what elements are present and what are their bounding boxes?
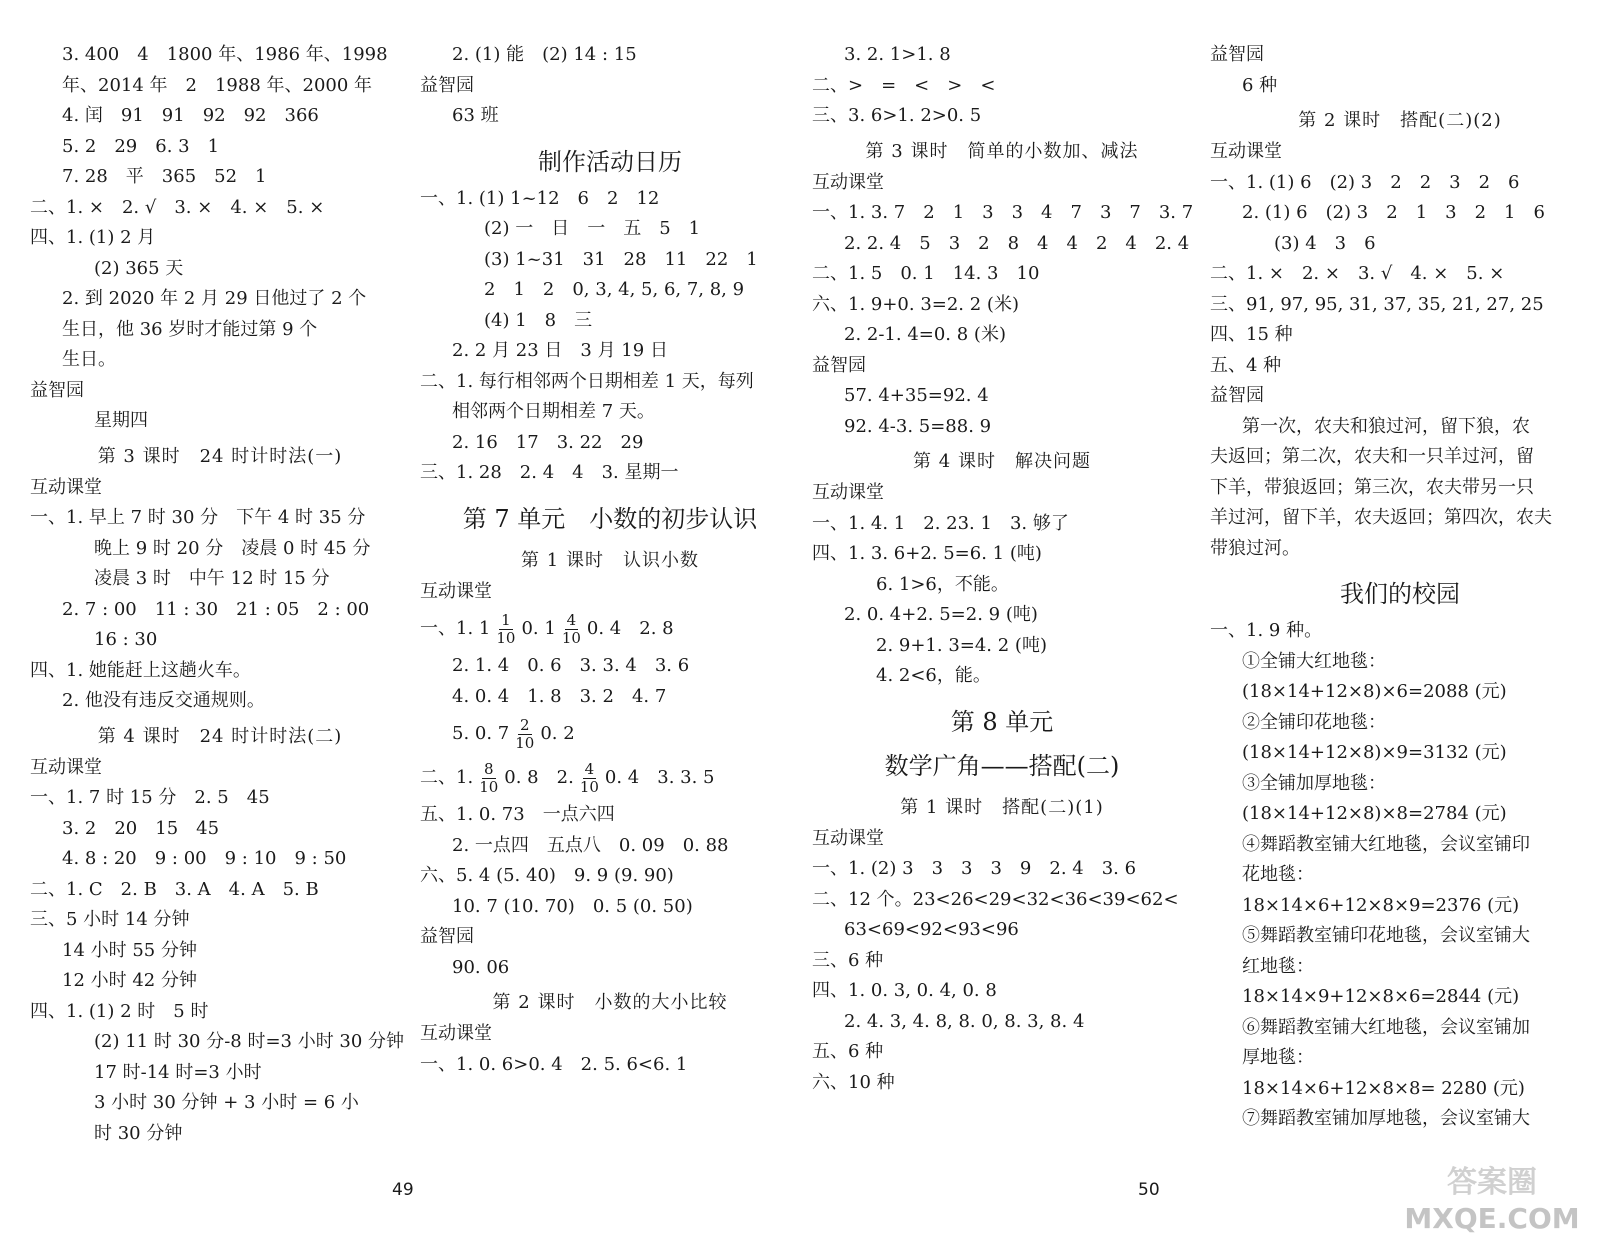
answer-line: 三、1. 28 2. 4 4 3. 星期一 — [420, 462, 679, 483]
answer-line: 一、1. 9 种。 — [1210, 620, 1323, 641]
answer-line: 17 时-14 时=3 小时 — [94, 1061, 262, 1083]
answer-line: 2. 16 17 3. 22 29 — [452, 431, 644, 453]
answer-line: (2) 11 时 30 分-8 时=3 小时 30 分钟 — [94, 1031, 405, 1052]
answer-column-4 — [1210, 40, 1590, 1135]
answer-line: 57. 4+35=92. 4 — [844, 385, 989, 406]
answer-line: 益智园 — [30, 379, 84, 401]
answer-line: 二、1. × 2. √ 3. × 4. × 5. × — [30, 196, 325, 218]
answer-line: 2. 一点四 五点八 0. 09 0. 88 — [452, 834, 729, 856]
answer-column-1 — [30, 40, 410, 1149]
fraction-denominator: 10 — [579, 777, 599, 796]
answer-line: (18×14+12×8)×9=3132 (元) — [1242, 742, 1507, 763]
answer-line: 5. 2 29 6. 3 1 — [62, 135, 220, 157]
answer-line: 14 小时 55 分钟 — [62, 939, 197, 961]
answer-line: 二、1. 每行相邻两个日期相差 1 天，每列 — [420, 370, 754, 392]
answer-line-fraction — [420, 607, 800, 651]
answer-line: 18×14×6+12×8×8= 2280 (元) — [1242, 1077, 1525, 1099]
answer-line: 4. 2<6，能。 — [876, 665, 991, 686]
watermark-logo — [1395, 1160, 1590, 1235]
answer-line: 二、1. × 2. × 3. √ 4. × 5. × — [1210, 263, 1505, 284]
answer-text: 0. 8 2. — [504, 767, 574, 788]
fraction-numerator: 4 — [566, 610, 577, 629]
answer-line: 4. 8 : 20 9 : 00 9 : 10 9 : 50 — [62, 848, 347, 869]
lesson-heading: 第 1 课时 认识小数 — [521, 549, 699, 571]
answer-line: 2. 到 2020 年 2 月 29 日他过了 2 个 — [62, 288, 367, 309]
answer-line: 三、3. 6>1. 2>0. 5 — [812, 105, 982, 126]
answer-line: 3. 2. 1>1. 8 — [844, 44, 951, 65]
answer-text: 5. 0. 7 — [452, 723, 510, 744]
answer-text: 0. 4 3. 3. 5 — [604, 767, 715, 788]
lesson-heading: 第 2 课时 小数的大小比较 — [492, 992, 728, 1013]
lesson-heading: 第 3 课时 简单的小数加、减法 — [865, 140, 1139, 162]
fraction — [580, 761, 599, 796]
answer-line: 18×14×6+12×8×9=2376 (元) — [1242, 894, 1520, 916]
answer-line: 红地毯： — [1242, 955, 1314, 977]
answer-line: 互动课堂 — [30, 756, 102, 778]
answer-line: 92. 4-3. 5=88. 9 — [844, 415, 992, 437]
answer-line: 一、1. 0. 6>0. 4 2. 5. 6<6. 1 — [420, 1053, 688, 1075]
answer-line: 互动课堂 — [812, 171, 884, 193]
fraction — [562, 612, 581, 647]
answer-text: 0. 2 — [540, 723, 575, 744]
answer-line: 晚上 9 时 20 分 凌晨 0 时 45 分 — [94, 537, 371, 559]
fraction-numerator: 8 — [483, 759, 494, 778]
answer-line: 互动课堂 — [30, 476, 102, 498]
fraction-denominator: 10 — [515, 733, 535, 752]
fraction-numerator: 4 — [584, 759, 595, 778]
answer-line: 五、4 种 — [1210, 354, 1282, 376]
answer-line: (2) 365 天 — [94, 257, 184, 279]
answer-line: 6 种 — [1242, 74, 1278, 96]
lesson-heading: 第 2 课时 搭配(二)(2) — [1298, 110, 1502, 131]
answer-line: 凌晨 3 时 中午 12 时 15 分 — [94, 568, 330, 589]
answer-line: 4. 闰 91 91 92 92 366 — [62, 105, 319, 126]
page-number-left: 49 — [392, 1180, 414, 1200]
answer-line: 益智园 — [1210, 385, 1264, 406]
fraction — [479, 761, 498, 796]
answer-line: 4. 0. 4 1. 8 3. 2 4. 7 — [452, 685, 667, 707]
answer-line: 2. 2-1. 4=0. 8 (米) — [844, 324, 1006, 345]
section-heading: 我们的校园 — [1340, 580, 1460, 608]
answer-line: 3 小时 30 分钟 + 3 小时 = 6 小 — [94, 1092, 359, 1113]
answer-line: 四、1. 0. 3, 0. 4, 0. 8 — [812, 980, 997, 1001]
answer-line: 一、1. 7 时 15 分 2. 5 45 — [30, 787, 270, 808]
fraction-numerator: 1 — [501, 610, 511, 629]
answer-line: 益智园 — [812, 354, 866, 376]
answer-line: 2. 7 : 00 11 : 30 21 : 05 2 : 00 — [62, 598, 370, 620]
answer-line: 四、1. (1) 2 月 — [30, 227, 156, 248]
answer-line: 厚地毯： — [1242, 1047, 1314, 1068]
answer-line: 羊过河，留下羊，农夫返回；第四次，农夫 — [1210, 507, 1552, 528]
section-heading: 第 7 单元 小数的初步认识 — [462, 504, 758, 533]
answer-line: 互动课堂 — [812, 482, 884, 503]
answer-line: ⑥舞蹈教室铺大红地毯，会议室铺加 — [1242, 1016, 1530, 1038]
answer-line: 3. 2 20 15 45 — [62, 817, 220, 839]
fraction — [515, 717, 534, 752]
answer-line: 二、> = < > < — [812, 74, 996, 96]
answer-line: ⑦舞蹈教室铺加厚地毯，会议室铺大 — [1242, 1108, 1530, 1129]
answer-line: (3) 4 3 6 — [1274, 232, 1376, 254]
page-number-right: 50 — [1138, 1180, 1160, 1200]
answer-line: 益智园 — [420, 74, 474, 96]
answer-line: 益智园 — [420, 926, 474, 947]
answer-line: 7. 28 平 365 52 1 — [62, 166, 267, 187]
answer-line: 相邻两个日期相差 7 天。 — [452, 401, 655, 422]
answer-line: 下羊，带狼返回；第三次，农夫带另一只 — [1210, 476, 1534, 498]
answer-line: 第一次，农夫和狼过河，留下狼，农 — [1242, 415, 1530, 437]
answer-line: 二、1. 5 0. 1 14. 3 10 — [812, 263, 1040, 284]
answer-line: 一、1. 3. 7 2 1 3 3 4 7 3 7 3. 7 — [812, 202, 1194, 223]
answer-line: 10. 7 (10. 70) 0. 5 (0. 50) — [452, 895, 693, 917]
answer-line: 二、12 个。23<26<29<32<36<39<62< — [812, 888, 1179, 910]
answer-line: (2) 一 日 一 五 5 1 — [484, 218, 701, 239]
answer-line: 年、2014 年 2 1988 年、2000 年 — [62, 74, 373, 96]
answer-line: 生日，他 36 岁时才能过第 9 个 — [62, 318, 318, 340]
answer-line: 花地毯： — [1242, 864, 1314, 885]
answer-line: 三、5 小时 14 分钟 — [30, 909, 190, 930]
answer-line: (4) 1 8 三 — [484, 309, 593, 331]
watermark-top-text: 答案圈 — [1447, 1165, 1537, 1200]
fraction — [496, 612, 515, 647]
answer-line: 四、1. 3. 6+2. 5=6. 1 (吨) — [812, 543, 1042, 564]
answer-line: (18×14+12×8)×8=2784 (元) — [1242, 803, 1507, 824]
lesson-heading: 第 1 课时 搭配(二)(1) — [900, 796, 1104, 818]
answer-line: 63<69<92<93<96 — [844, 919, 1019, 940]
answer-line: 2. (1) 能 (2) 14 : 15 — [452, 44, 637, 65]
answer-line: 2. 2 月 23 日 3 月 19 日 — [452, 340, 668, 361]
answer-line: 五、6 种 — [812, 1041, 884, 1062]
answer-line: 益智园 — [1210, 44, 1264, 65]
section-heading: 制作活动日历 — [538, 147, 682, 176]
answer-line: 互动课堂 — [812, 827, 884, 849]
fraction-denominator: 10 — [496, 628, 516, 647]
answer-line: 18×14×9+12×8×6=2844 (元) — [1242, 986, 1520, 1007]
answer-line: 63 班 — [452, 105, 499, 126]
answer-line-fraction — [420, 756, 800, 800]
answer-line: (18×14+12×8)×6=2088 (元) — [1242, 681, 1507, 702]
answer-line: ⑤舞蹈教室铺印花地毯，会议室铺大 — [1242, 925, 1530, 946]
answer-line: 2. 4. 3, 4. 8, 8. 0, 8. 3, 8. 4 — [844, 1010, 1085, 1032]
answer-line: 星期四 — [94, 410, 148, 431]
answer-line: 互动课堂 — [420, 1023, 492, 1044]
answer-line: 生日。 — [62, 349, 116, 370]
answer-line: 六、1. 9+0. 3=2. 2 (米) — [812, 293, 1019, 315]
answer-line: 12 小时 42 分钟 — [62, 970, 197, 991]
watermark-bottom-text: MXQE.COM — [1404, 1202, 1580, 1235]
answer-line: 16 : 30 — [94, 629, 158, 650]
answer-line: 6. 1>6，不能。 — [876, 573, 1009, 595]
answer-text: 一、1. 1 — [420, 618, 491, 639]
answer-line: 三、91, 97, 95, 31, 37, 35, 21, 27, 25 — [1210, 293, 1544, 315]
answer-line: 四、15 种 — [1210, 324, 1293, 345]
answer-text: 0. 1 — [521, 618, 556, 639]
answer-line: 2. 9+1. 3=4. 2 (吨) — [876, 634, 1047, 656]
answer-line: 2. 0. 4+2. 5=2. 9 (吨) — [844, 604, 1038, 625]
answer-line: 一、1. 早上 7 时 30 分 下午 4 时 35 分 — [30, 507, 366, 528]
fraction-numerator: 2 — [520, 715, 530, 734]
answer-line: 时 30 分钟 — [94, 1122, 183, 1144]
lesson-heading: 第 3 课时 24 时计时法(一) — [97, 445, 343, 467]
answer-line: 带狼过河。 — [1210, 537, 1300, 559]
lesson-heading: 第 4 课时 24 时计时法(二) — [97, 725, 343, 747]
answer-line: 六、5. 4 (5. 40) 9. 9 (9. 90) — [420, 865, 674, 886]
answer-line: 90. 06 — [452, 956, 510, 978]
answer-line: 四、1. (1) 2 时 5 时 — [30, 1000, 209, 1022]
answer-column-3 — [812, 40, 1192, 1098]
answer-line: 3. 400 4 1800 年、1986 年、1998 — [62, 44, 388, 65]
answer-line: 一、1. (1) 1~12 6 2 12 — [420, 187, 660, 209]
answer-line: 六、10 种 — [812, 1071, 895, 1093]
answer-line: 一、1. 4. 1 2. 23. 1 3. 够了 — [812, 512, 1069, 534]
answer-column-2 — [420, 40, 800, 1080]
answer-text: 0. 4 2. 8 — [586, 618, 674, 639]
answer-line: 2. (1) 6 (2) 3 2 1 3 2 1 6 — [1242, 202, 1545, 223]
answer-line: ②全铺印花地毯： — [1242, 711, 1386, 733]
answer-line: 三、6 种 — [812, 949, 884, 971]
fraction-denominator: 10 — [479, 777, 499, 796]
fraction-denominator: 10 — [561, 628, 581, 647]
answer-line: 四、1. 她能赶上这趟火车。 — [30, 659, 251, 681]
answer-line: ④舞蹈教室铺大红地毯，会议室铺印 — [1242, 833, 1530, 855]
answer-line: 一、1. (2) 3 3 3 3 9 2. 4 3. 6 — [812, 858, 1137, 879]
answer-line: ③全铺加厚地毯： — [1242, 772, 1386, 794]
section-heading: 数学广角——搭配(二) — [884, 751, 1120, 780]
lesson-heading: 第 4 课时 解决问题 — [913, 451, 1091, 472]
answer-line: 二、1. C 2. B 3. A 4. A 5. B — [30, 878, 319, 900]
answer-line: 五、1. 0. 73 一点六四 — [420, 804, 615, 825]
answer-line: 互动课堂 — [1210, 141, 1282, 162]
answer-line: 2. 他没有违反交通规则。 — [62, 690, 265, 711]
answer-line: ①全铺大红地毯： — [1242, 650, 1386, 672]
answer-line: 2. 1. 4 0. 6 3. 3. 4 3. 6 — [452, 655, 690, 676]
answer-line: (3) 1~31 31 28 11 22 1 — [484, 248, 758, 270]
answer-line: 一、1. (1) 6 (2) 3 2 2 3 2 6 — [1210, 171, 1520, 193]
answer-line-fraction — [420, 712, 800, 756]
section-heading: 第 8 单元 — [950, 707, 1054, 736]
answer-line: 2 1 2 0, 3, 4, 5, 6, 7, 8, 9 — [484, 279, 745, 300]
answer-line: 夫返回；第二次，农夫和一只羊过河，留 — [1210, 446, 1534, 467]
answer-line: 互动课堂 — [420, 580, 492, 602]
answer-line: 2. 2. 4 5 3 2 8 4 4 2 4 2. 4 — [844, 232, 1190, 254]
answer-text: 二、1. — [420, 767, 474, 788]
